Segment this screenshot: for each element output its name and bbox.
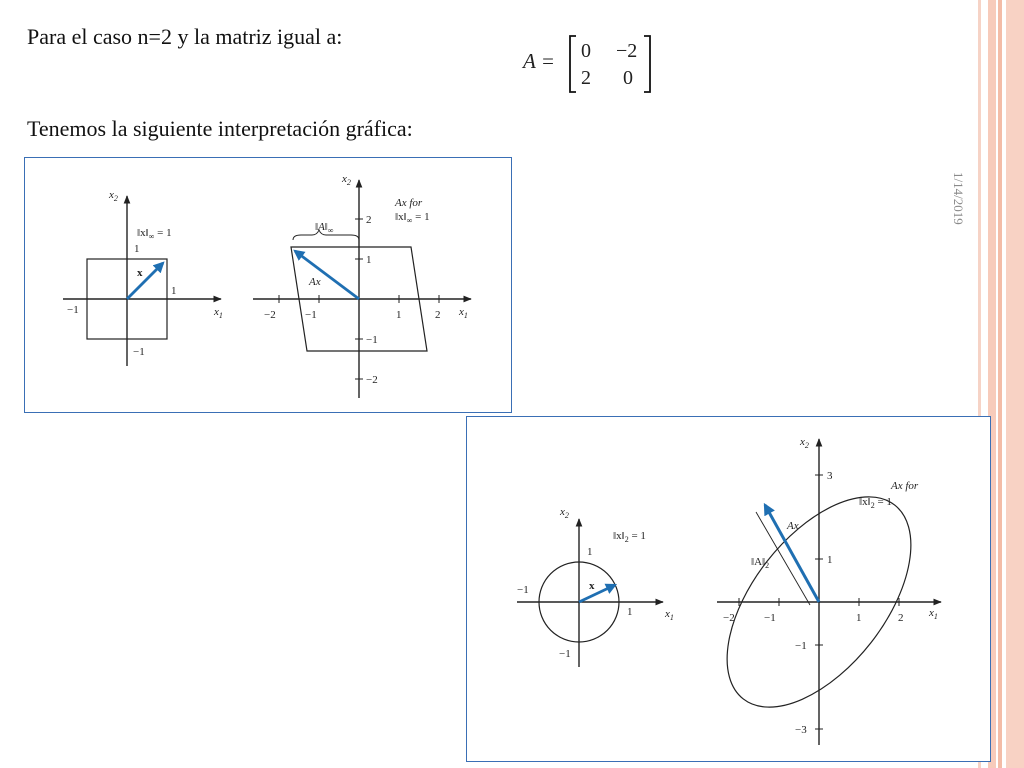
x2-label-right-2: $x_2$ [800, 436, 809, 450]
figure-infinity-norm [24, 157, 512, 413]
x2-label-2: $x_2$ [560, 506, 569, 520]
norm-label-2: $‖x‖_2 = 1$ [613, 530, 646, 544]
interpretation-text: Tenemos la siguiente interpretación gráfica: [27, 116, 413, 141]
matrix-definition [520, 30, 670, 100]
tick-rx-1: 1 [396, 309, 402, 321]
tick-ry-1: 1 [366, 254, 372, 266]
x2-label: $x_2$ [109, 189, 118, 203]
vector-x-label-2: x [589, 580, 595, 592]
tick-rx-2: 2 [435, 309, 441, 321]
intro-text: Para el caso n=2 y la matriz igual a: [27, 24, 343, 49]
ax-title-line1-2: Ax for [891, 480, 919, 492]
ax-label-2: Ax [787, 520, 799, 532]
tick-rx-1-2: 1 [856, 612, 862, 624]
tick-ry-neg3-2: −3 [795, 724, 807, 736]
matrix-r1c2: −2 [616, 40, 638, 62]
tick-1y-2: 1 [587, 546, 593, 558]
right-stripe-3 [998, 0, 1002, 768]
vector-ax [295, 251, 359, 299]
tick-rx-neg2-2: −2 [723, 612, 735, 624]
x1-label-2: $x_1$ [665, 608, 674, 622]
ax-title-line1: Ax for [395, 197, 423, 209]
norm-label: $‖x‖_\infty = 1$ [137, 227, 172, 241]
tick-neg1y-2: −1 [559, 648, 571, 660]
slide-date: 1/14/2019 [951, 172, 966, 225]
tick-ry-neg1-2: −1 [795, 640, 807, 652]
vector-x [127, 263, 163, 299]
tick-ry-3-2: 3 [827, 470, 833, 482]
right-stripe-4 [1006, 0, 1024, 768]
tick-ry-neg1: −1 [366, 334, 378, 346]
ax-title-line2: $‖x‖_\infty = 1$ [395, 211, 430, 225]
matrix-r2c1: 2 [581, 67, 591, 89]
left-bracket [570, 36, 576, 92]
x2-label-right: $x_2$ [342, 173, 351, 187]
tick-1x-2: 1 [627, 606, 633, 618]
tick-neg1y: −1 [133, 346, 145, 358]
x1-label-right: $x_1$ [459, 306, 468, 320]
tick-ry-2: 2 [366, 214, 372, 226]
ax-title-line2-2: $‖x‖_2 = 1$ [859, 496, 892, 510]
brace-label: $‖A‖_\infty$ [315, 221, 334, 235]
x1-label: $x_1$ [214, 306, 223, 320]
x1-label-right-2: $x_1$ [929, 607, 938, 621]
ax-label: Ax [309, 276, 321, 288]
vector-x-2 [579, 585, 615, 602]
tick-rx-2-2: 2 [898, 612, 904, 624]
tick-rx-neg2: −2 [264, 309, 276, 321]
tick-ry-1-2: 1 [827, 554, 833, 566]
matrix-r2c2: 0 [623, 67, 633, 89]
matrix-r1c1: 0 [581, 40, 591, 62]
tick-neg1x-2: −1 [517, 584, 529, 596]
tick-rx-neg1: −1 [305, 309, 317, 321]
tick-1x: 1 [171, 285, 177, 297]
tick-ry-neg2: −2 [366, 374, 378, 386]
vector-x-label: x [137, 267, 143, 279]
right-bracket [644, 36, 650, 92]
matrix-lhs: A = [523, 49, 555, 73]
tick-neg1x: −1 [67, 304, 79, 316]
len-label: $‖A‖_2$ [751, 556, 770, 570]
tick-1y: 1 [134, 243, 140, 255]
figure-2-norm [466, 416, 991, 762]
tick-rx-neg1-2: −1 [764, 612, 776, 624]
